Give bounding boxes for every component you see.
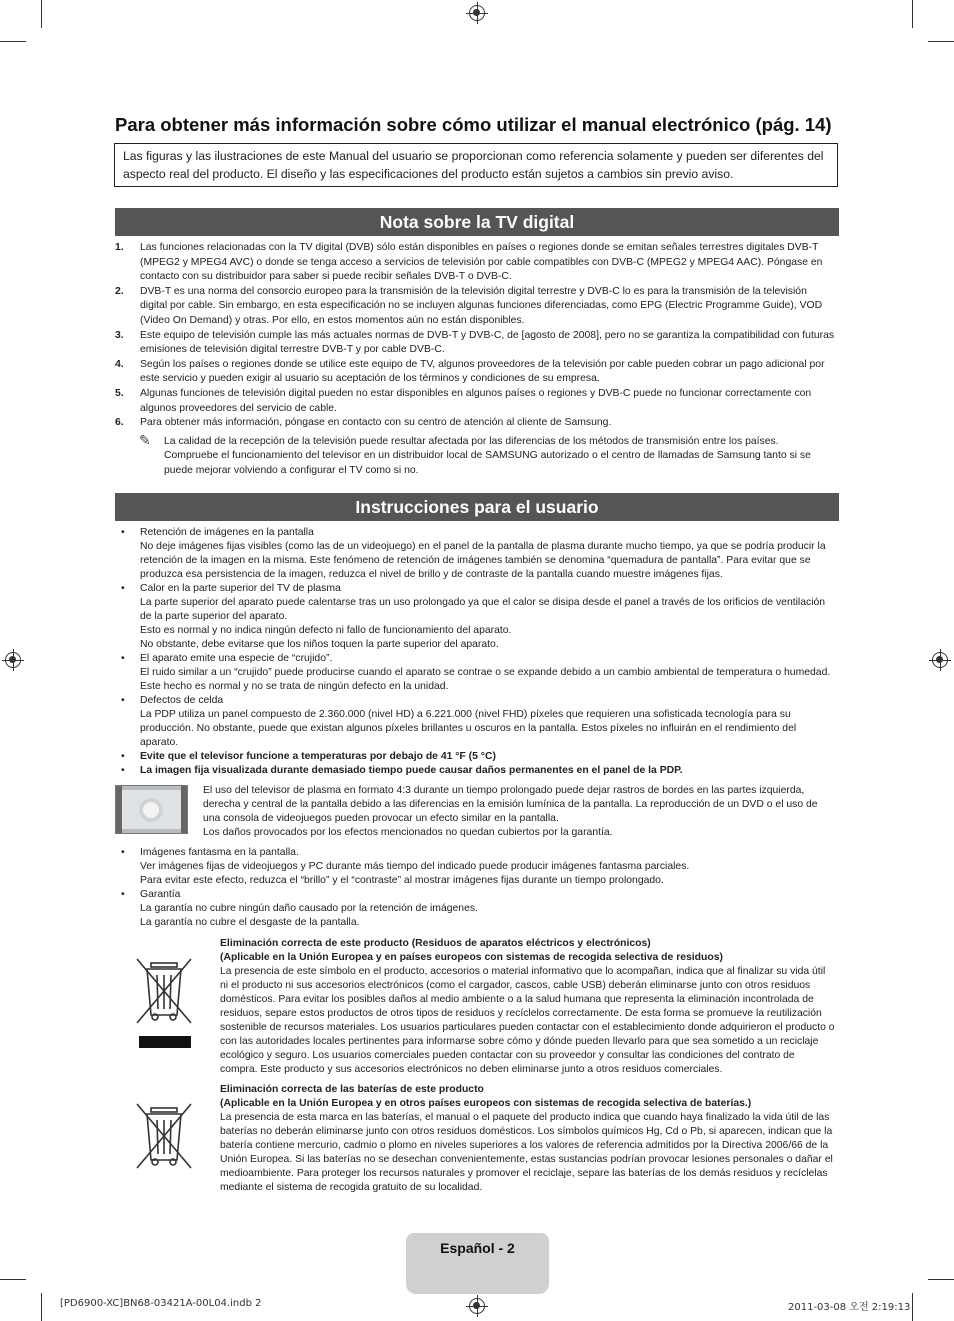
footer-file-info: [PD6900-XC]BN68-03421A-00L04.indb 2 xyxy=(60,1298,262,1309)
bullet-heading: Defectos de celda xyxy=(140,695,224,706)
crop-mark xyxy=(41,0,42,28)
bullet-heading: El aparato emite una especie de “crujido”. xyxy=(140,653,333,664)
list-number: 6. xyxy=(115,417,124,429)
list-item: • El aparato emite una especie de “crujido”. El ruido similar a un “crujido” puede producirse cuando el aparato se contrae o se expande debido a un cambio ambiental de temperatura o humedad. Este hecho es normal y no se trata de ningún defecto en la unidad. xyxy=(115,652,837,694)
list-item: • Imágenes fantasma en la pantalla. Ver imágenes fijas de videojuegos y PC durante más tiempo del indicado puede producir imágenes fantasma parciales. Para evitar este efecto, reduzca el “brillo” y el “contraste” al mostrar imágenes fijas durante un tiempo prolongado. xyxy=(115,846,837,888)
disposal-title: Eliminación correcta de las baterías de este producto xyxy=(220,1084,484,1095)
battery-disposal-section xyxy=(115,1083,835,1195)
crop-mark xyxy=(0,1279,26,1280)
disposal-subtitle: (Aplicable en la Unión Europea y en países europeos con sistemas de recogida selectiva de residuos) xyxy=(220,952,723,963)
page-title: Para obtener más información sobre cómo utilizar el manual electrónico (pág. 14) xyxy=(115,114,832,135)
note xyxy=(115,431,835,479)
crop-mark xyxy=(928,1279,954,1280)
list-text: DVB-T es una norma del consorcio europeo para la transmisión de la televisión digital terrestre y DVB-C lo es para la transmisión de la televisión digital por cable. Sin embargo, en esta especificación no se incluyen algunas funciones diferenciadas, como EPG (Electric Programme Guide), VOD (Video On Demand) y otras. Por ello, en estos momentos aún no están disponibles. xyxy=(140,285,823,326)
aspect-ratio-warning xyxy=(115,784,835,840)
section-heading-digital-tv: Nota sobre la TV digital xyxy=(115,208,839,236)
crop-mark xyxy=(928,41,954,42)
page-number: Español - 2 xyxy=(440,1240,515,1256)
list-item: • Retención de imágenes en la pantalla No deje imágenes fijas visibles (como las de un videojuego) en el panel de la pantalla de plasma durante mucho tiempo, ya que se podría producir la retención de la imagen en la misma. Este fenómeno de retención de imágenes también se denomina “quemadura de pantalla”. Para evitar que se produzca esa persistencia de la imagen, reduzca el nivel de brillo y de contraste de la pantalla cuando muestre imágenes fijas. xyxy=(115,526,837,582)
list-number: 3. xyxy=(115,329,124,341)
disclaimer-box: Las figuras y las ilustraciones de este Manual del usuario se proporcionan como referencia solamente y pueden ser diferentes del aspecto real del producto. El diseño y las especificaciones del producto están sujetos a cambios sin previo aviso. xyxy=(114,143,838,187)
bullet-heading: Retención de imágenes en la pantalla xyxy=(140,527,314,538)
user-instructions-list xyxy=(115,526,837,778)
digital-tv-notes-list xyxy=(115,241,835,479)
crop-mark xyxy=(0,41,26,42)
list-number: 5. xyxy=(115,387,124,399)
disposal-title: Eliminación correcta de este producto (Residuos de aparatos eléctricos y electrónicos) xyxy=(220,938,651,949)
bullet-text: No deje imágenes fijas visibles (como las de un videojuego) en el panel de la pantalla de plasma durante mucho tiempo, ya que se podría producir la retención de la imagen en la misma. Este fenómeno de retención de imágenes también se denomina “quemadura de pantalla”. Para evitar que se produzca esa persistencia de la imagen, reduzca el nivel de brillo y de contraste de la pantalla cuando muestre imágenes fijas. xyxy=(140,541,826,580)
user-instructions-list-2 xyxy=(115,846,837,930)
registration-mark-icon xyxy=(932,652,948,668)
bullet-heading: La imagen fija visualizada durante demasiado tiempo puede causar daños permanentes en el panel de la PDP. xyxy=(140,765,683,776)
list-item: • La imagen fija visualizada durante demasiado tiempo puede causar daños permanentes en el panel de la PDP. xyxy=(115,764,837,778)
list-text: Las funciones relacionadas con la TV digital (DVB) sólo están disponibles en países o regiones donde se emitan señales terrestres digitales DVB-T (MPEG2 y MPEG4 AVC) o donde se tenga acceso a servicios de televisión por cable compatibles con DVB-C (MPEG2 y MPEG4 AAC). Póngase en contacto con su distribuidor para saber si puede recibir señales DVB-T o DVB-C. xyxy=(140,242,823,283)
list-text: Este equipo de televisión cumple las más actuales normas de DVB-T y DVB-C, de [agosto de 2008], pero no se garantiza la compatibilidad con futuras emisiones de televisión digital terrestre DVB-T y por cable DVB-C. xyxy=(140,329,835,356)
bullet-heading: Calor en la parte superior del TV de plasma xyxy=(140,583,341,594)
bullet-heading: Imágenes fantasma en la pantalla. xyxy=(140,847,299,858)
note-pencil-icon: ✎ xyxy=(139,431,151,448)
list-item: • Garantía La garantía no cubre ningún daño causado por la retención de imágenes. La garantía no cubre el desgaste de la pantalla. xyxy=(115,888,837,930)
bullet-text: La parte superior del aparato puede calentarse tras un uso prolongado ya que el calor se disipa desde el panel a través de los orificios de ventilación de la parte superior del aparato. xyxy=(140,597,826,622)
bullet-text: Esto es normal y no indica ningún defecto ni fallo de funcionamiento del aparato. xyxy=(140,625,512,636)
list-text: Algunas funciones de televisión digital pueden no estar disponibles en algunos países o regiones y DVB-C puede no funcionar correctamente con algunos proveedores del servicio de cable. xyxy=(140,387,812,414)
bullet-text: La garantía no cubre el desgaste de la pantalla. xyxy=(140,917,360,928)
crop-mark xyxy=(912,0,913,28)
crossed-bin-icon xyxy=(133,1102,195,1170)
warning-text: El uso del televisor de plasma en formato 4:3 durante un tiempo prolongado puede dejar rastros de bordes en las partes izquierda, derecha y central de la pantalla debido a las diferencias en la emisión lumínica de la pantalla. La reproducción de un DVD o el uso de una consola de videojuegos pueden provocar un efecto similar en la pantalla. xyxy=(203,785,818,824)
crop-mark xyxy=(912,1293,913,1321)
list-item xyxy=(115,241,835,285)
list-number: 4. xyxy=(115,358,124,370)
bullet-text: La garantía no cubre ningún daño causado por la retención de imágenes. xyxy=(140,903,478,914)
list-item xyxy=(115,416,835,431)
page-number-tab xyxy=(406,1233,549,1294)
list-item xyxy=(115,285,835,329)
list-text: Según los países o regiones donde se utilice este equipo de TV, algunos proveedores de la televisión por cable pueden cobrar un pago adicional por este servicio y pueden exigir al usuario su aceptación de los términos y condiciones de su empresa. xyxy=(140,358,825,385)
disposal-text: La presencia de este símbolo en el producto, accesorios o material informativo que lo acompañan, indica que al finalizar su vida útil ni el producto ni sus accesorios electrónicos (como el cargador, cascos, cable USB) deberán eliminarse junto con otros residuos domésticos. Para evitar los posibles daños al medio ambiente o a la salud humana que representa la eliminación incontrolada de residuos, separe estos productos de otros tipos de residuos y recíclelos correctamente. De esta forma se promueve la reutilización sostenible de recursos materiales. Los usuarios particulares pueden contactar con el establecimiento donde adquirieron el producto o con las autoridades locales pertinentes para informarse sobre cómo y dónde pueden llevarlo para que sea sometido a un reciclaje ecológico y seguro. Los usuarios comerciales pueden contactar con su proveedor y consultar las condiciones del contrato de compra. Este producto y sus accesorios electrónicos no deben eliminarse junto a otros residuos comerciales. xyxy=(220,966,835,1075)
bullet-text: Ver imágenes fijas de videojuegos y PC durante más tiempo del indicado puede producir imágenes fantasma parciales. xyxy=(140,861,690,872)
footer-timestamp: 2011-03-08 오전 2:19:13 xyxy=(788,1302,911,1313)
crossed-bin-icon xyxy=(133,957,195,1025)
list-item xyxy=(115,329,835,358)
note-text: La calidad de la recepción de la televisión puede resultar afectada por las diferencias de los métodos de transmisión entre los países. Compruebe el funcionamiento del televisor en un distribuidor local de SAMSUNG autorizado o el centro de llamadas de Samsung tanto si se puede mejorar volviendo a configurar el TV como si no. xyxy=(164,435,811,476)
registration-mark-icon xyxy=(469,1298,485,1314)
bullet-heading: Evite que el televisor funcione a temperaturas por debajo de 41 °F (5 °C) xyxy=(140,751,496,762)
list-item xyxy=(115,358,835,387)
list-item xyxy=(115,387,835,416)
bullet-text: La PDP utiliza un panel compuesto de 2.360.000 (nivel HD) a 6.221.000 (nivel FHD) píxeles que requieren una sofisticada tecnología para su producción. No obstante, puede que existan algunos píxeles brillantes u oscuros en la pantalla. Estos píxeles no influirán en el rendimiento del aparato. xyxy=(140,709,797,748)
warning-text: Los daños provocados por los efectos mencionados no quedan cubiertos por la garantía. xyxy=(203,827,613,838)
list-item: • Evite que el televisor funcione a temperaturas por debajo de 41 °F (5 °C) xyxy=(115,750,837,764)
registration-mark-icon xyxy=(469,5,485,21)
bullet-heading: Garantía xyxy=(140,889,181,900)
list-text: Para obtener más información, póngase en contacto con su centro de atención al cliente de Samsung. xyxy=(140,417,612,429)
disposal-subtitle: (Aplicable en la Unión Europea y en otros países europeos con sistemas de recogida selectiva de baterías.) xyxy=(220,1098,752,1109)
underline-bar xyxy=(139,1036,191,1048)
registration-mark-icon xyxy=(5,652,21,668)
tv-screen-image xyxy=(115,785,188,834)
bullet-text: Para evitar este efecto, reduzca el “brillo” y el “contraste” al mostrar imágenes fijas durante un tiempo prolongado. xyxy=(140,875,664,886)
list-item: • Defectos de celda La PDP utiliza un panel compuesto de 2.360.000 (nivel HD) a 6.221.000 (nivel FHD) píxeles que requieren una sofisticada tecnología para su producción. No obstante, puede que existan algunos píxeles brillantes u oscuros en la pantalla. Estos píxeles no influirán en el rendimiento del aparato. xyxy=(115,694,837,750)
product-disposal-section xyxy=(115,937,835,1077)
list-number: 2. xyxy=(115,285,124,297)
section-heading-user-instructions: Instrucciones para el usuario xyxy=(115,493,839,521)
disposal-text: La presencia de esta marca en las baterías, el manual o el paquete del producto indica que cuando haya finalizado la vida útil de las baterías no deberán eliminarse junto con otros residuos domésticos. Los símbolos químicos Hg, Cd o Pb, si aparecen, indican que la batería contiene mercurio, cadmio o plomo en niveles superiores a los valores de referencia admitidos por la Directiva 2006/66 de la Unión Europea. Si las baterías no se desechan convenientemente, estas sustancias podrían provocar lesiones personales o dañar el medioambiente. Para proteger los recursos naturales y promover el reciclaje, separe las baterías de los demás residuos y recíclelas mediante el sistema de recogida gratuito de su localidad. xyxy=(220,1112,833,1193)
bullet-text: No obstante, debe evitarse que los niños toquen la parte superior del aparato. xyxy=(140,639,499,650)
list-item: • Calor en la parte superior del TV de plasma La parte superior del aparato puede calentarse tras un uso prolongado ya que el calor se disipa desde el panel a través de los orificios de ventilación de la parte superior del aparato. Esto es normal y no indica ningún defecto ni fallo de funcionamiento del aparato. No obstante, debe evitarse que los niños toquen la parte superior del aparato. xyxy=(115,582,837,652)
bullet-text: El ruido similar a un “crujido” puede producirse cuando el aparato se contrae o se expande debido a un cambio ambiental de temperatura o humedad. Este hecho es normal y no se trata de ningún defecto en la unidad. xyxy=(140,667,831,692)
crop-mark xyxy=(41,1293,42,1321)
list-number: 1. xyxy=(115,242,124,253)
